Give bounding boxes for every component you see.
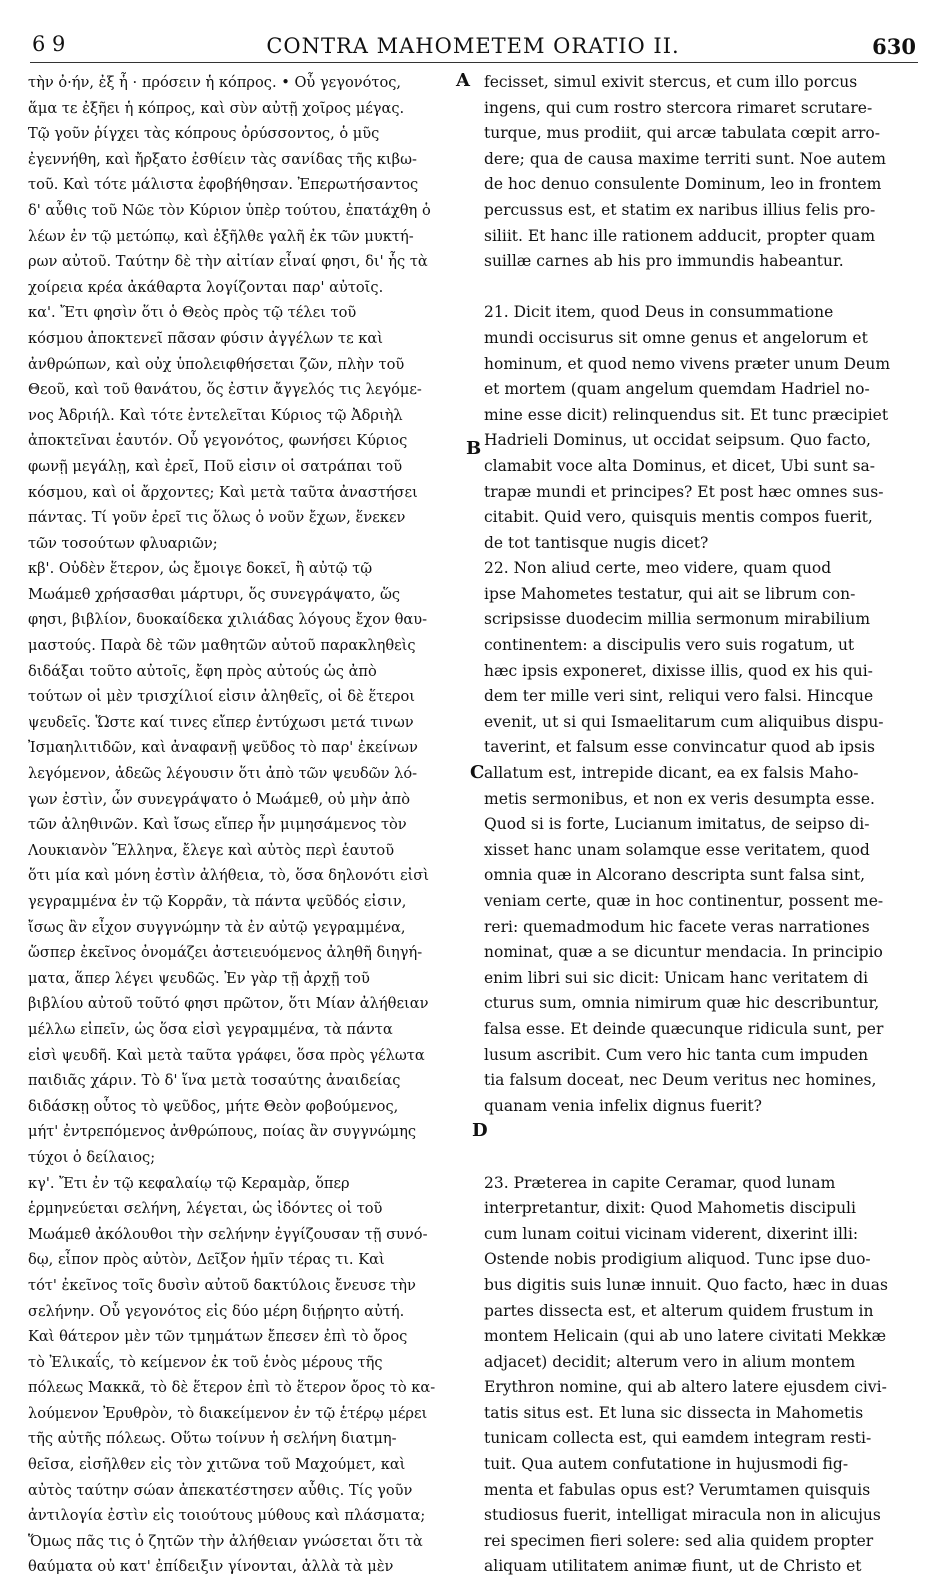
text-line: ἐγεννήθη, καὶ ἤρξατο ἐσθίειν τὰς σανίδας τῆς κιβω- (28, 150, 417, 168)
text-line: θεῖσα, εἰσῆλθεν εἰς τὸν χιτῶνα τοῦ Μαχούμετ, καὶ (28, 1456, 406, 1474)
text-line: σελήνην. Οὗ γεγονότος εἰς δύο μέρη διῄρητο αὐτή. (28, 1302, 405, 1320)
text-line: ἅμα τε ἐξῆει ἡ κόπρος, καὶ σὺν αὐτῇ χοῖρος μέγας. (28, 99, 405, 117)
text-line: partes dissecta est, et alterum quidem frustum in (484, 1301, 874, 1320)
text-line: dem ter mille veri sint, reliqui vero falsi. Hincque (484, 687, 874, 706)
text-line: Λουκιανὸν Ἕλληνα, ἔλεγε καὶ αὐτὸς περὶ ἑαυτοῦ (28, 841, 395, 859)
text-line: γων ἐστὶν, ὧν συνεγράψατο ὁ Μωάμεθ, οὐ μὴν ἀπὸ (28, 790, 411, 808)
text-line: θαύματα οὐ κατ' ἐπίδειξιν γίνονται, ἀλλὰ τὰ μὲν (28, 1558, 394, 1576)
page-number-left: 6 9 (32, 32, 66, 56)
text-line: evenit, ut si qui Ismaelitarum cum aliquibus dispu- (484, 712, 884, 731)
text-line: hominum, et quod nemo vivens præter unum Deum (484, 354, 891, 373)
text-line: Τῷ γοῦν ῥίγχει τὰς κόπρους ὀρύσσοντος, ὁ μῦς (28, 125, 380, 143)
text-line: πόλεως Μακκᾶ, τὸ δὲ ἕτερον ἐπὶ τὸ ἕτερον ὄρος τὸ κα- (28, 1379, 436, 1397)
text-line: τούτων οἱ μὲν τρισχίλιοί εἰσιν ἀληθεῖς, οἱ δὲ ἕτεροι (28, 688, 416, 706)
text-line: εἰσὶ ψευδῆ. Καὶ μετὰ ταῦτα γράφει, ὅσα πρὸς γέλωτα (28, 1046, 425, 1064)
margin-marker-c: C (470, 762, 485, 783)
text-line: trapæ mundi et principes? Et post hæc omnes sus- (484, 482, 884, 501)
text-line: ψευδεῖς. Ὥστε καί τινες εἴπερ ἐντύχωσι μετά τινων (28, 713, 414, 731)
text-line: menta et fabulas opus est? Verumtamen quisquis (484, 1480, 871, 1499)
text-line: tia falsum doceat, nec Deum veritus nec homines, (484, 1071, 877, 1090)
text-line: μαστούς. Παρὰ δὲ τῶν μαθητῶν αὐτοῦ παρακληθεὶς (28, 637, 416, 655)
text-line: ἴσως ἂν εἶχον συγγνώμην τὰ ἐν αὐτῷ γεγραμμένα, (28, 918, 406, 936)
text-line: omnia quæ in Alcorano descripta sunt falsa sint, (484, 866, 866, 885)
text-line: suillæ carnes ab his pro immundis habeantur. (484, 252, 844, 271)
blank-line (484, 1119, 916, 1145)
text-line: montem Helicain (qui ab uno latere civitati Mekkæ (484, 1327, 887, 1346)
text-line: continentem: a discipulis vero suis rogatum, ut (484, 636, 855, 655)
text-line: turque, mus prodiit, qui arcæ tabulata cœpit arro- (484, 124, 880, 143)
blank-line (484, 275, 916, 301)
text-line: μέλλω εἰπεῖν, ὡς ὅσα εἰσὶ γεγραμμένα, τὰ πάντα (28, 1020, 393, 1038)
text-line: αὐτὸς ταύτην σώαν ἀπεκατέστησεν αὖθις. Τίς γοῦν (28, 1481, 413, 1499)
text-line: φησι, βιβλίον, δυοκαίδεκα χιλιάδας λόγους ἔχον θαυ- (28, 611, 428, 629)
text-line: tatis situs est. Et luna sic dissecta in Mahometis (484, 1403, 864, 1422)
text-line: κόσμου ἀποκτενεῖ πᾶσαν φύσιν ἀγγέλων τε καὶ (28, 329, 383, 347)
text-line: Ἰσμαηλιτιδῶν, καὶ ἀναφανῇ ψεῦδος τὸ παρ' ἐκείνων (28, 739, 418, 757)
text-line: τὴν ὀ·ήν, ἐξ ἧ · πρόσειν ἡ κόπρος. • Οὗ γεγονότος, (28, 74, 402, 91)
text-line: ρων αὐτοῦ. Ταύτην δὲ τὴν αἰτίαν εἶναί φησι, δι' ἧς τὰ (28, 253, 428, 271)
text-line: siliit. Et hanc ille rationem adducit, propter quam (484, 226, 876, 245)
text-line: allatum est, intrepide dicant, ea ex falsis Maho- (484, 764, 859, 783)
text-line: studiosus fuerit, intelligat miracula non in alicujus (484, 1506, 881, 1525)
text-line: fecisset, simul exivit stercus, et cum illo porcus (484, 73, 858, 91)
text-line: de tot tantisque nugis dicet? (484, 533, 709, 552)
text-line: dere; qua de causa maxime territi sunt. Noe autem (484, 149, 886, 168)
text-line: τὸ Ἐλικαΐς, τὸ κείμενον ἐκ τοῦ ἑνὸς μέρους τῆς (28, 1353, 383, 1371)
text-line: quanam venia infelix dignus fuerit? (484, 1096, 762, 1115)
page-number-right: 630 (872, 34, 916, 59)
text-line: ἀντιλογία ἐστὶν εἰς τοιούτους μύθους καὶ πλάσματα; (28, 1507, 426, 1525)
text-line: κόσμου, καὶ οἱ ἄρχοντες; Καὶ μετὰ ταῦτα ἀναστήσει (28, 483, 418, 501)
text-line: reri: quemadmodum hic facete veras narrationes (484, 917, 870, 936)
text-line: taverint, et falsum esse convincatur quod ab ipsis (484, 738, 875, 757)
blank-line (484, 1145, 916, 1171)
text-line: τῶν τοσούτων φλυαριῶν; (28, 534, 218, 552)
text-line: clamabit voce alta Dominus, et dicet, Ubi sunt sa- (484, 456, 876, 475)
text-line: rei specimen fieri solere: sed alia quidem propter (484, 1531, 874, 1550)
text-line: tunicam collecta est, qui eamdem integram resti- (484, 1429, 872, 1448)
text-line: ὥσπερ ἐκεῖνος ὀνομάζει ἀστειευόμενος ἀληθῆ διηγή- (28, 944, 423, 962)
margin-marker-d: D (472, 1120, 488, 1141)
text-line: nominat, quæ a se dicuntur mendacia. In principio (484, 943, 883, 962)
text-line: Erythron nomine, qui ab altero latere ejusdem civi- (484, 1378, 887, 1397)
text-line: λέων ἐν τῷ μετώπῳ, καὶ ἐξῆλθε γαλῆ ἐκ τῶν μυκτή- (28, 227, 414, 245)
text-line: φωνῇ μεγάλῃ, καὶ ἐρεῖ, Ποῦ εἰσιν οἱ σατράπαι τοῦ (28, 457, 403, 475)
text-line: παιδιᾶς χάριν. Τὸ δ' ἵνα μετὰ τοσαύτης ἀναιδείας (28, 1072, 401, 1090)
page-header (0, 0, 946, 60)
text-line: κβ'. Οὐδὲν ἕτερον, ὡς ἔμοιγε δοκεῖ, ἢ αὐτῷ τῷ (28, 560, 373, 578)
text-line: xisset hanc unam solamque esse veritatem, quod (484, 840, 870, 859)
latin-text-column (484, 70, 916, 1580)
text-line: τότ' ἐκεῖνος τοῖς δυσὶν αὐτοῦ δακτύλοις ἔνευσε τὴν (28, 1276, 416, 1294)
text-line: cum lunam coitui vicinam viderent, dixerint illi: (484, 1224, 859, 1243)
text-line: falsa esse. Et deinde quæcunque ridicula sunt, per (484, 1019, 884, 1038)
text-line: πάντας. Τί γοῦν ἐρεῖ τις ὅλως ὁ νοῦν ἔχων, ἕνεκεν (28, 509, 406, 527)
margin-marker-a: A (456, 70, 470, 91)
text-line: ἀποκτεῖναι ἑαυτόν. Οὗ γεγονότος, φωνήσει Κύριος (28, 432, 408, 450)
text-line: ingens, qui cum rostro stercora rimaret scrutare- (484, 98, 873, 117)
text-line: citabit. Quid vero, quisquis mentis compos fuerit, (484, 508, 873, 527)
text-line: διδάσκῃ οὗτος τὸ ψεῦδος, μήτε Θεὸν φοβούμενος, (28, 1097, 399, 1115)
text-line: λεγόμενον, ἀδεῶς λέγουσιν ὅτι ἀπὸ τῶν ψευδῶν λό- (28, 765, 418, 783)
text-line: δ' αὖθις τοῦ Νῶε τὸν Κύριον ὑπὲρ τούτου, ἐπατάχθη ὁ (28, 201, 431, 219)
text-line: τῆς αὐτῆς πόλεως. Οὕτω τοίνυν ἡ σελήνη διατμη- (28, 1430, 397, 1448)
text-line: ὅτι μία καὶ μόνη ἐστὶν ἀλήθεια, τὸ, ὅσα δηλονότι εἰσὶ (28, 867, 429, 885)
text-line: 21. Dicit item, quod Deus in consummatione (484, 303, 834, 322)
text-line: Μωάμεθ ἀκόλουθοι τὴν σελήνην ἐγγίζουσαν τῇ συνό- (28, 1225, 428, 1243)
text-line: ἀνθρώπων, καὶ οὐχ ὑπολειφθήσεται ζῶν, πλὴν τοῦ (28, 355, 405, 373)
text-line: Quod si is forte, Lucianum imitatus, de seipso di- (484, 815, 870, 834)
text-line: Ostende nobis prodigium aliquod. Tunc ipse duo- (484, 1250, 871, 1269)
text-line: et mortem (quam angelum quemdam Hadriel no- (484, 380, 870, 399)
margin-marker-b: B (466, 438, 482, 459)
text-line: νος Ἀδριήλ. Καὶ τότε ἐντελεῖται Κύριος τῷ Ἀδριὴλ (28, 406, 403, 424)
text-line: γεγραμμένα ἐν τῷ Κορρᾶν, τὰ πάντα ψεῦδός εἰσιν, (28, 893, 407, 910)
text-line: hæc ipsis exponeret, dixisse illis, quod ex his qui- (484, 661, 873, 680)
text-line: ματα, ἅπερ λέγει ψευδῶς. Ἐν γὰρ τῇ ἀρχῇ τοῦ (28, 969, 370, 987)
text-line: διδάξαι τοῦτο αὐτοῖς, ἔφη πρὸς αὐτούς ὡς ἀπὸ (28, 662, 377, 680)
text-line: δῳ, εἶπον πρὸς αὐτὸν, Δεῖξον ἡμῖν τέρας τι. Καὶ (28, 1251, 385, 1269)
text-line: τῶν ἀληθινῶν. Καὶ ἴσως εἴπερ ἦν μιμησάμενος τὸν (28, 816, 407, 834)
text-line: percussus est, et statim ex naribus illius felis pro- (484, 200, 876, 219)
header-rule (30, 62, 918, 63)
text-line: Καὶ θάτερον μὲν τῶν τμημάτων ἔπεσεν ἐπὶ τὸ ὄρος (28, 1328, 408, 1346)
text-line: scripsisse duodecim millia sermonum mirabilium (484, 610, 871, 629)
text-line: de hoc denuo consulente Dominum, leo in frontem (484, 175, 882, 194)
running-title: CONTRA MAHOMETEM ORATIO II. (266, 34, 680, 58)
text-line: λούμενον Ἐρυθρὸν, τὸ διακείμενον ἐν τῷ ἑτέρῳ μέρει (28, 1404, 428, 1422)
text-line: Hadrieli Dominus, ut occidat seipsum. Quo facto, (484, 431, 871, 450)
text-line: veniam certe, quæ in hoc continentur, possent me- (484, 892, 884, 910)
text-line: βιβλίου αὐτοῦ τοῦτό φησι πρῶτον, ὅτι Μίαν ἀλήθειαν (28, 995, 429, 1013)
text-line: ἑρμηνεύεται σελήνη, λέγεται, ὡς ἰδόντες οἱ τοῦ (28, 1200, 383, 1218)
text-line: Ὅμως πᾶς τις ὁ ζητῶν τὴν ἀλήθειαν γνώσεται ὅτι τὰ (28, 1532, 423, 1550)
text-line: Μωάμεθ χρήσασθαι μάρτυρι, ὅς συνεγράψατο, ὥς (28, 585, 401, 603)
text-line: 22. Non aliud certe, meo videre, quam quod (484, 559, 832, 578)
text-line: mundi occisurus sit omne genus et angelorum et (484, 328, 868, 347)
text-line: ipse Mahometes testatur, qui ait se librum con- (484, 584, 856, 603)
text-line: cturus sum, omnia nimirum quæ hic describuntur, (484, 994, 880, 1013)
text-line: Θεοῦ, καὶ τοῦ θανάτου, ὅς ἐστιν ἄγγελός τις λεγόμε- (28, 381, 422, 399)
text-line: τοῦ. Καὶ τότε μάλιστα ἐφοβήθησαν. Ἐπερωτήσαντος (28, 176, 419, 194)
text-line: 23. Præterea in capite Ceramar, quod lunam (484, 1173, 836, 1192)
text-line: enim libri sui sic dicit: Unicam hanc veritatem di (484, 968, 869, 987)
text-line: mine esse dicit) relinquendus sit. Et tunc præcipiet (484, 405, 889, 424)
text-line: interpretantur, dixit: Quod Mahometis discipuli (484, 1199, 856, 1218)
text-line: τύχοι ὁ δείλαιος; (28, 1148, 156, 1166)
text-line: lusum ascribit. Cum vero hic tanta cum impuden (484, 1045, 869, 1064)
text-line: κγ'. Ἔτι ἐν τῷ κεφαλαίῳ τῷ Κεραμὰρ, ὅπερ (28, 1174, 350, 1192)
text-line: adjacet) decidit; alterum vero in alium montem (484, 1352, 856, 1371)
text-line: κα'. Ἔτι φησὶν ὅτι ὁ Θεὸς πρὸς τῷ τέλει τοῦ (28, 304, 357, 322)
text-line: metis sermonibus, et non ex veris desumpta esse. (484, 789, 875, 808)
text-line: χοίρεια κρέα ἀκάθαρτα λογίζονται παρ' αὐτοῖς. (28, 278, 384, 296)
text-line: aliquam utilitatem animæ fiunt, ut de Christo et (484, 1557, 862, 1576)
text-line: bus digitis suis lunæ innuit. Quo facto, hæc in duas (484, 1275, 888, 1294)
text-line: μήτ' ἐντρεπόμενος ἀνθρώπους, ποίας ἂν συγγνώμης (28, 1123, 417, 1141)
greek-text-column (28, 70, 472, 1580)
text-line: tuit. Qua autem confutatione in hujusmodi fig- (484, 1455, 849, 1474)
